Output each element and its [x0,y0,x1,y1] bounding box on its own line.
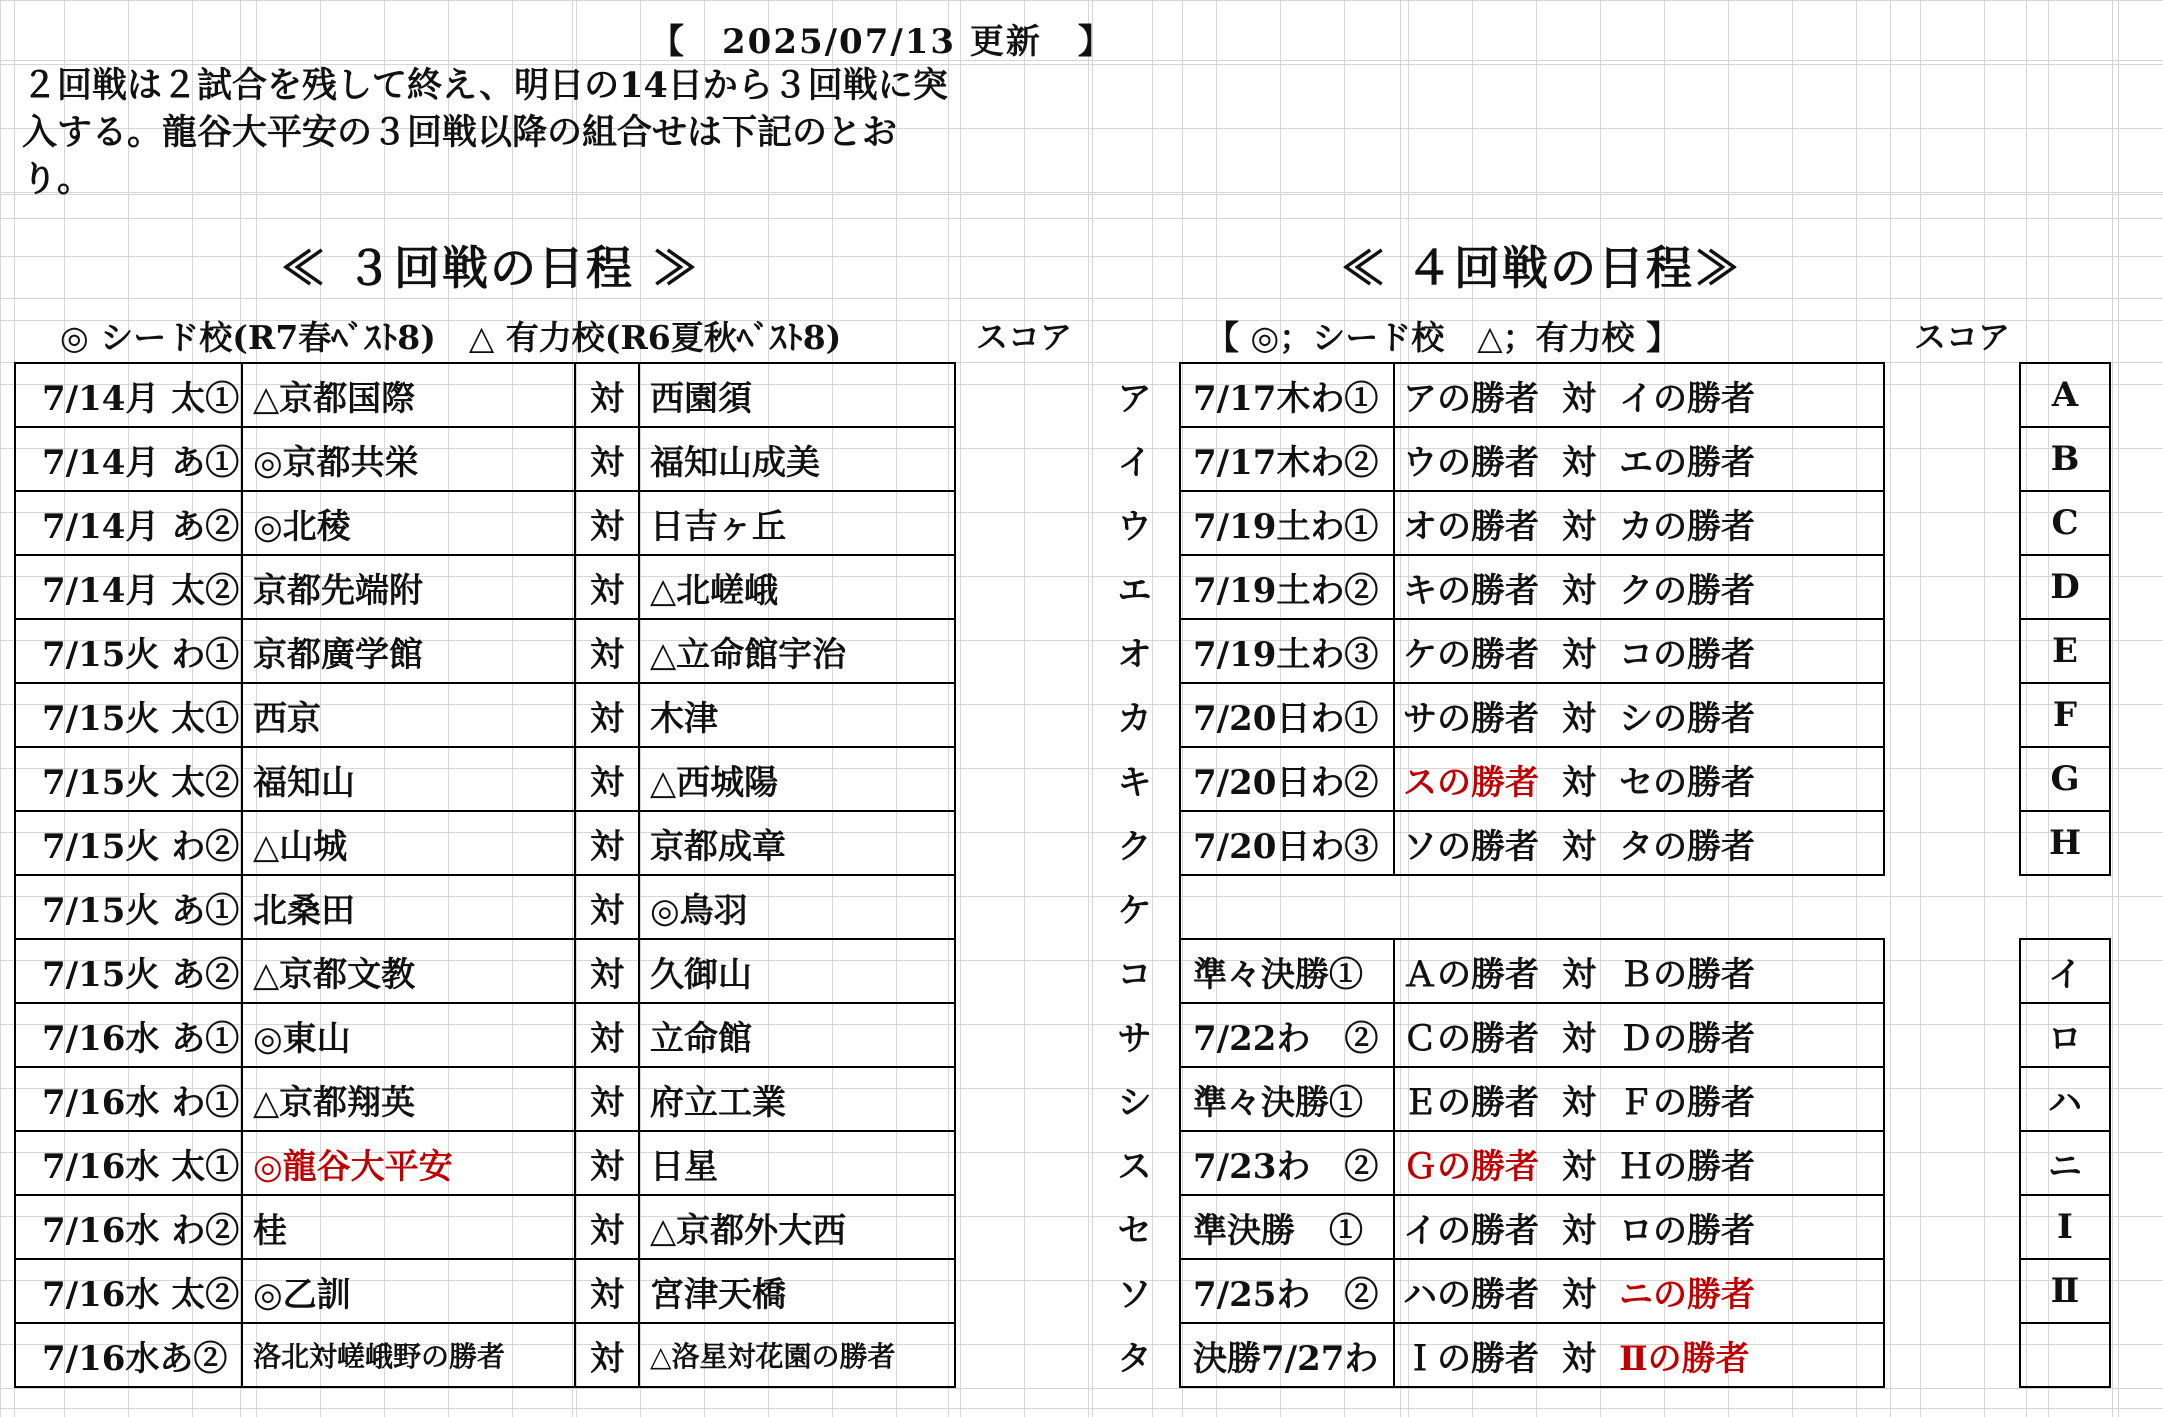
matchup [1394,555,1884,619]
game-date: 準々決勝① [1180,1067,1394,1131]
score-cell [1884,1195,2020,1259]
matchup [1394,1323,1884,1387]
game-date: 7/16水 わ② [15,1195,242,1259]
team-a: サの勝者 [1403,698,1539,739]
team-a: Ｅの勝者 [1403,1082,1539,1123]
result-label: F [2020,683,2110,747]
round4-row [1090,555,2110,619]
game-date: 7/19土わ② [1180,555,1394,619]
result-label: C [2020,491,2110,555]
game-date: 7/14月 あ② [15,491,242,555]
score-cell [1884,491,2020,555]
vs-label: 対 [575,491,639,555]
game-date: 7/15火 太① [15,683,242,747]
vs-label: 対 [575,875,639,939]
team-b: ロの勝者 [1619,1210,1755,1251]
round4-row [1090,1259,2110,1323]
home-team: ◎東山 [242,1003,575,1067]
round3-row [15,491,955,555]
vs-label: 対 [575,427,639,491]
round4-title: ≪ ４回戦の日程≫ [1340,241,1743,295]
vs-label: 対 [1562,634,1596,675]
bracket-label: タ [1090,1323,1180,1387]
team-b: タの勝者 [1619,826,1755,867]
team-a: キの勝者 [1403,570,1539,611]
vs-label: 対 [575,363,639,427]
vs-label: 対 [1562,570,1596,611]
vs-label: 対 [575,1195,639,1259]
matchup [1394,1067,1884,1131]
round4-score-header: スコア [1914,318,2011,356]
game-date: 7/14月 太② [15,555,242,619]
update-date: 【 2025/07/13 更新 】 [650,22,1114,62]
vs-label: 対 [1562,1146,1596,1187]
team-a: イの勝者 [1403,1210,1539,1251]
bracket-label: ク [1090,811,1180,875]
vs-label: 対 [1562,954,1596,995]
home-team: △京都国際 [242,363,575,427]
home-team: △山城 [242,811,575,875]
bracket-label: イ [1090,427,1180,491]
round4-row [1090,619,2110,683]
team-b: Ⅱの勝者 [1619,1338,1750,1379]
matchup [1394,747,1884,811]
vs-label: 対 [575,555,639,619]
game-date: 7/14月 太① [15,363,242,427]
score-cell [1884,427,2020,491]
home-team: 洛北対嵯峨野の勝者 [242,1323,575,1387]
game-date: 7/16水 あ① [15,1003,242,1067]
game-date: 決勝7/27わ [1180,1323,1394,1387]
team-b: ニの勝者 [1619,1274,1755,1315]
round3-row [15,1195,955,1259]
home-team: ◎北稜 [242,491,575,555]
score-cell [1884,1259,2020,1323]
vs-label: 対 [1562,1018,1596,1059]
game-date: 7/16水 太① [15,1131,242,1195]
team-b: クの勝者 [1619,570,1755,611]
game-date: 7/20日わ① [1180,683,1394,747]
away-team: △西城陽 [639,747,955,811]
game-date: 7/16水 わ① [15,1067,242,1131]
round3-row [15,747,955,811]
team-b: Ｄの勝者 [1619,1018,1755,1059]
game-date: 7/16水あ② [15,1323,242,1387]
score-cell [1884,747,2020,811]
home-team: △京都文教 [242,939,575,1003]
team-a: Ｃの勝者 [1403,1018,1539,1059]
home-team: 北桑田 [242,875,575,939]
team-a: Ａの勝者 [1403,954,1539,995]
team-a: ウの勝者 [1403,442,1539,483]
away-team: ◎鳥羽 [639,875,955,939]
result-label [2020,1323,2110,1387]
round3-score-header: スコア [976,318,1073,356]
team-b: シの勝者 [1619,698,1755,739]
away-team: 宮津天橋 [639,1259,955,1323]
team-a: ハの勝者 [1403,1274,1539,1315]
round3-title: ≪ ３回戦の日程 ≫ [280,241,701,295]
score-cell [1884,1323,2020,1387]
round3-row [15,619,955,683]
round3-row [15,875,955,939]
game-date: 7/15火 太② [15,747,242,811]
away-team: 日星 [639,1131,955,1195]
vs-label: 対 [1562,1274,1596,1315]
team-b: Ｆの勝者 [1619,1082,1755,1123]
away-team: 福知山成美 [639,427,955,491]
game-date [1180,875,1394,939]
round3-row [15,683,955,747]
vs-label: 対 [1562,378,1596,419]
bracket-label: キ [1090,747,1180,811]
bracket-label: ア [1090,363,1180,427]
bracket-label: サ [1090,1003,1180,1067]
result-label: H [2020,811,2110,875]
round3-row [15,1003,955,1067]
vs-label: 対 [575,1131,639,1195]
result-label: D [2020,555,2110,619]
away-team: △洛星対花園の勝者 [639,1323,955,1387]
result-label [2020,875,2110,939]
score-cell [1884,683,2020,747]
round3-row [15,1131,955,1195]
bracket-label: ス [1090,1131,1180,1195]
result-label: E [2020,619,2110,683]
round3-row [15,939,955,1003]
vs-label: 対 [575,747,639,811]
round4-row [1090,1195,2110,1259]
bracket-label: シ [1090,1067,1180,1131]
score-cell [1884,619,2020,683]
round3-legend: ◎ シード校(R7春ﾍﾞｽﾄ8) △ 有力校(R6夏秋ﾍﾞｽﾄ8) [60,318,842,357]
away-team: 府立工業 [639,1067,955,1131]
team-b: Ｈの勝者 [1619,1146,1755,1187]
round4-row [1090,427,2110,491]
matchup [1394,1131,1884,1195]
game-date: 準決勝 ① [1180,1195,1394,1259]
team-b: Ｂの勝者 [1619,954,1755,995]
matchup [1394,683,1884,747]
round4-row [1090,939,2110,1003]
team-a: ソの勝者 [1403,826,1539,867]
result-label: イ [2020,939,2110,1003]
round4-row [1090,683,2110,747]
result-label: ロ [2020,1003,2110,1067]
round4-row [1090,491,2110,555]
game-date: 7/20日わ③ [1180,811,1394,875]
round4-legend: 【 ◎；シード校 △；有力校 】 [1206,318,1680,357]
game-date: 7/20日わ② [1180,747,1394,811]
matchup [1394,1259,1884,1323]
away-team: 木津 [639,683,955,747]
team-a: オの勝者 [1403,506,1539,547]
game-date: 7/15火 わ② [15,811,242,875]
matchup [1394,811,1884,875]
matchup [1394,363,1884,427]
game-date: 7/15火 あ① [15,875,242,939]
round3-table [14,362,956,1388]
away-team: △立命館宇治 [639,619,955,683]
team-b: セの勝者 [1619,762,1755,803]
away-team: 立命館 [639,1003,955,1067]
result-label: ニ [2020,1131,2110,1195]
game-date: 準々決勝① [1180,939,1394,1003]
score-cell [1884,875,2020,939]
game-date: 7/17木わ① [1180,363,1394,427]
vs-label: 対 [1562,506,1596,547]
away-team: 久御山 [639,939,955,1003]
vs-label: 対 [1562,698,1596,739]
score-cell [1884,1067,2020,1131]
home-team: ◎龍谷大平安 [242,1131,575,1195]
vs-label: 対 [575,1259,639,1323]
round4-row [1090,1003,2110,1067]
team-b: コの勝者 [1619,634,1755,675]
game-date: 7/19土わ③ [1180,619,1394,683]
matchup [1394,939,1884,1003]
result-label: A [2020,363,2110,427]
bracket-label: コ [1090,939,1180,1003]
round4-table [1090,362,2111,1388]
vs-label: 対 [1562,826,1596,867]
round4-row [1090,875,2110,939]
home-team: △京都翔英 [242,1067,575,1131]
round4-row [1090,1323,2110,1387]
round3-row [15,811,955,875]
away-team: △北嵯峨 [639,555,955,619]
bracket-label: オ [1090,619,1180,683]
bracket-label: カ [1090,683,1180,747]
score-cell [1884,555,2020,619]
home-team: 桂 [242,1195,575,1259]
team-a: Ｉの勝者 [1403,1338,1539,1379]
round4-row [1090,1067,2110,1131]
game-date: 7/23わ ② [1180,1131,1394,1195]
away-team: 京都成章 [639,811,955,875]
home-team: 福知山 [242,747,575,811]
home-team: 西京 [242,683,575,747]
team-a: アの勝者 [1403,378,1539,419]
bracket-label: ケ [1090,875,1180,939]
game-date: 7/15火 わ① [15,619,242,683]
score-cell [1884,363,2020,427]
team-a: Ｇの勝者 [1403,1146,1539,1187]
away-team: 西園須 [639,363,955,427]
bracket-label: ソ [1090,1259,1180,1323]
game-date: 7/25わ ② [1180,1259,1394,1323]
vs-label: 対 [575,811,639,875]
intro-paragraph: ２回戦は２試合を残して終え、明日の14日から３回戦に突入する。龍谷大平安の３回戦以降の組合せは下記のとおり。 [22,65,948,200]
round3-row [15,363,955,427]
team-a: ケの勝者 [1403,634,1539,675]
round4-row [1090,363,2110,427]
away-team: 日吉ヶ丘 [639,491,955,555]
team-a: スの勝者 [1403,762,1539,803]
bracket-label: セ [1090,1195,1180,1259]
home-team: 京都廣学館 [242,619,575,683]
vs-label: 対 [1562,442,1596,483]
team-b: イの勝者 [1619,378,1755,419]
game-date: 7/22わ ② [1180,1003,1394,1067]
matchup [1394,491,1884,555]
round3-row [15,1323,955,1387]
result-label: G [2020,747,2110,811]
round3-row [15,555,955,619]
result-label: Ⅱ [2020,1259,2110,1323]
round4-row [1090,1131,2110,1195]
round4-row [1090,811,2110,875]
vs-label: 対 [1562,1082,1596,1123]
game-date: 7/15火 あ② [15,939,242,1003]
vs-label: 対 [575,1003,639,1067]
matchup [1394,427,1884,491]
round3-row [15,1259,955,1323]
bracket-label: エ [1090,555,1180,619]
vs-label: 対 [575,683,639,747]
vs-label: 対 [575,619,639,683]
matchup [1394,619,1884,683]
result-label: Ⅰ [2020,1195,2110,1259]
away-team: △京都外大西 [639,1195,955,1259]
vs-label: 対 [1562,1338,1596,1379]
score-cell [1884,1131,2020,1195]
game-date: 7/16水 太② [15,1259,242,1323]
home-team: ◎乙訓 [242,1259,575,1323]
home-team: 京都先端附 [242,555,575,619]
score-cell [1884,1003,2020,1067]
round3-row [15,1067,955,1131]
round3-row [15,427,955,491]
home-team: ◎京都共栄 [242,427,575,491]
game-date: 7/17木わ② [1180,427,1394,491]
team-b: エの勝者 [1619,442,1755,483]
vs-label: 対 [1562,762,1596,803]
vs-label: 対 [575,939,639,1003]
matchup [1394,875,1884,939]
vs-label: 対 [1562,1210,1596,1251]
vs-label: 対 [575,1323,639,1387]
score-cell [1884,811,2020,875]
game-date: 7/19土わ① [1180,491,1394,555]
matchup [1394,1195,1884,1259]
score-cell [1884,939,2020,1003]
bracket-label: ウ [1090,491,1180,555]
vs-label: 対 [575,1067,639,1131]
round4-row [1090,747,2110,811]
game-date: 7/14月 あ① [15,427,242,491]
matchup [1394,1003,1884,1067]
result-label: B [2020,427,2110,491]
result-label: ハ [2020,1067,2110,1131]
team-b: カの勝者 [1619,506,1755,547]
